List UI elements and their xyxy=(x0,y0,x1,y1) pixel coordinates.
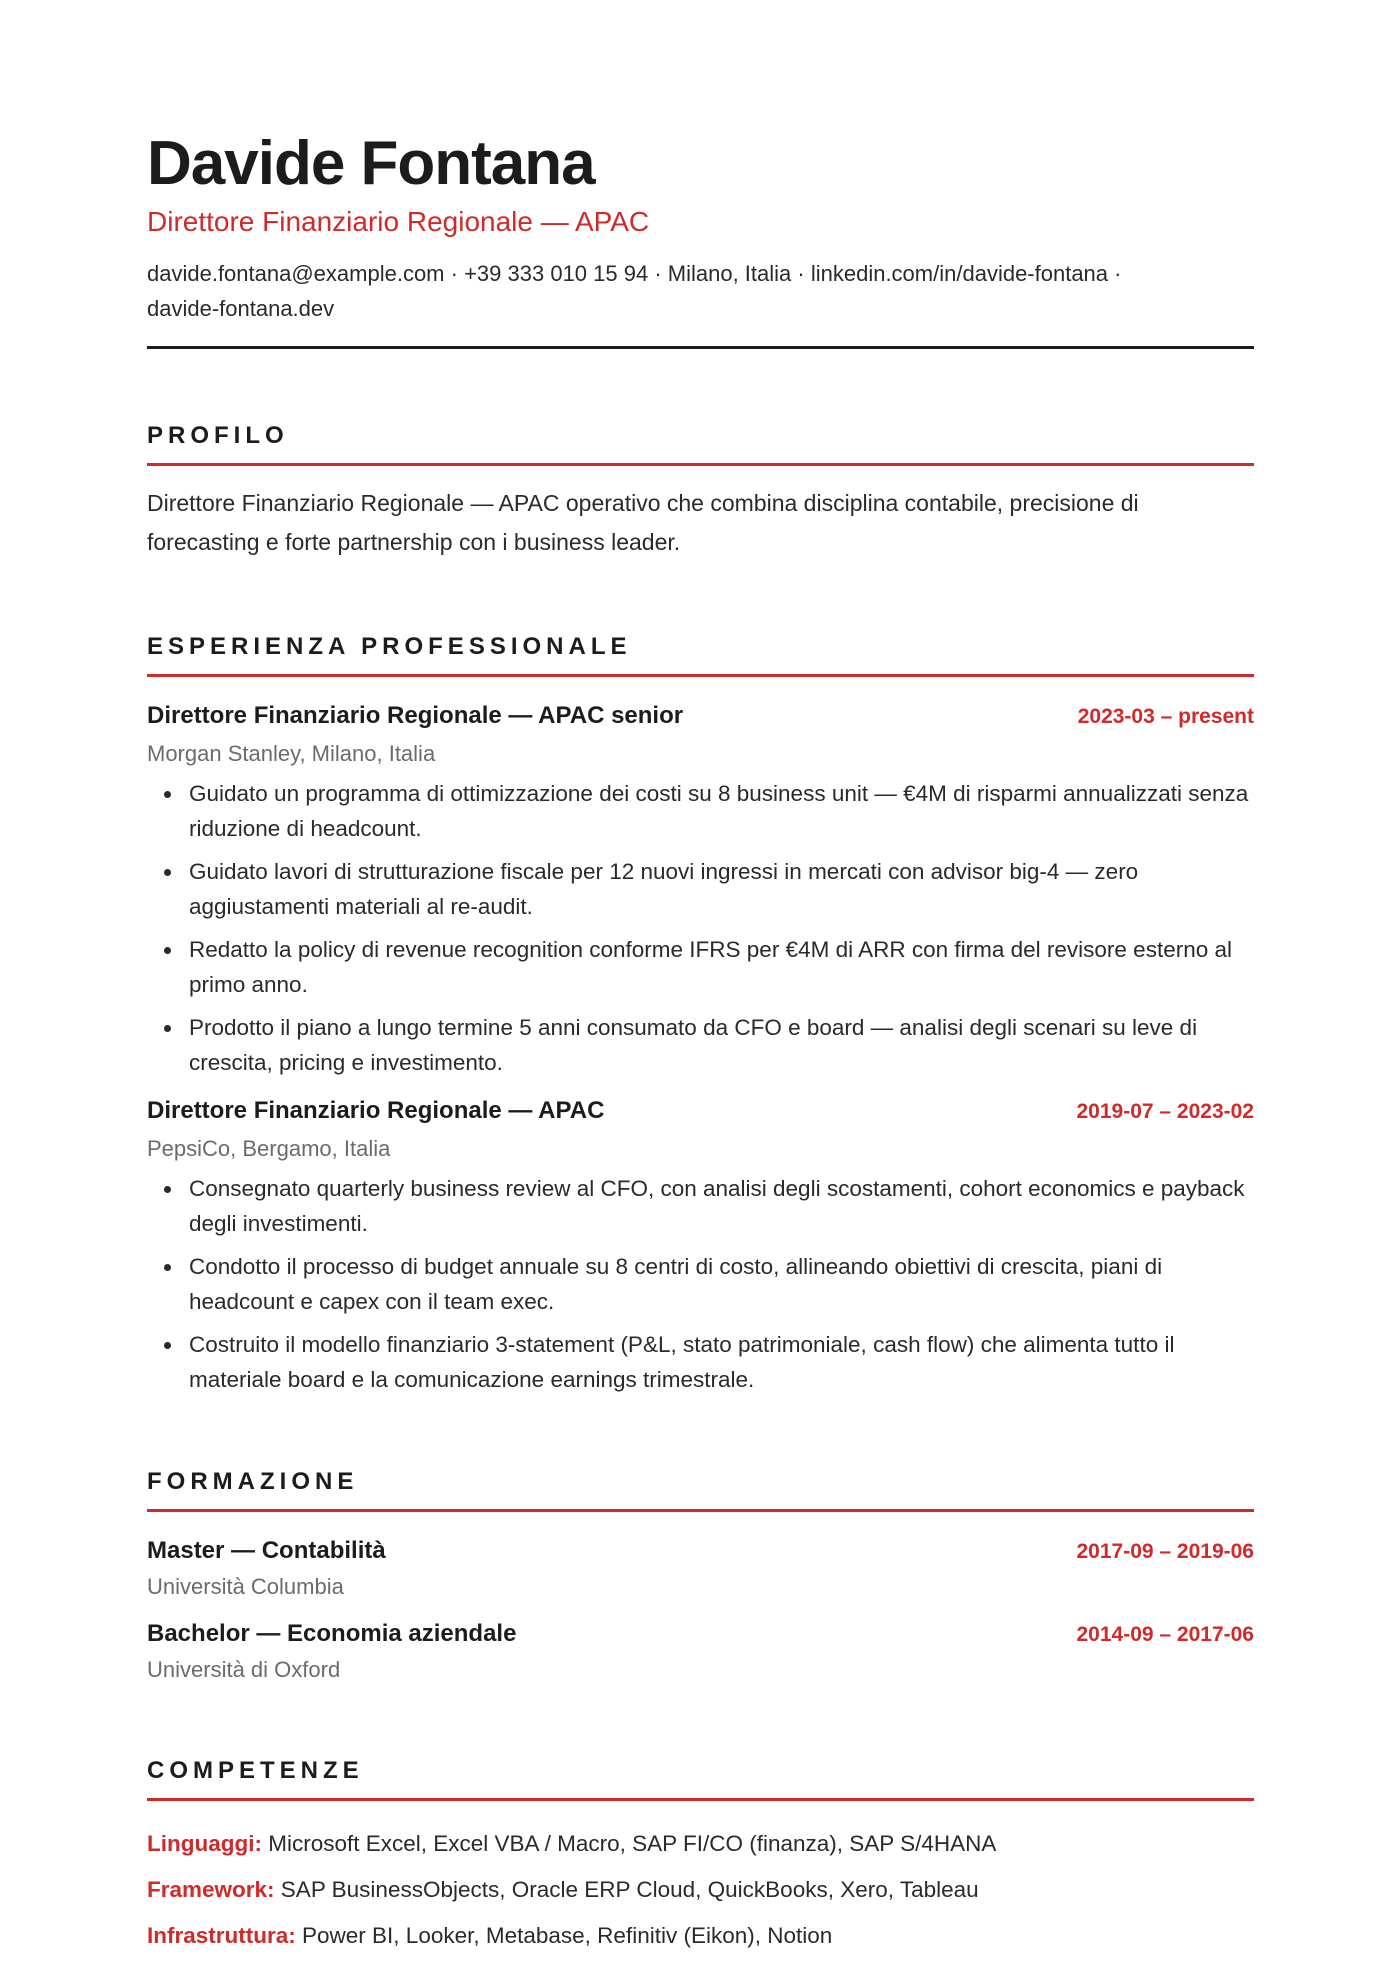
bullet-icon xyxy=(164,869,171,876)
education-entry xyxy=(147,1534,1254,1603)
job-dates: 2019-07 – 2023-02 xyxy=(1076,1100,1254,1123)
achievement-item xyxy=(147,1171,1254,1241)
skill-row-frameworks xyxy=(147,1867,1254,1913)
skill-row-infrastructure xyxy=(147,1913,1254,1959)
section-title-skills: COMPETENZE xyxy=(147,1756,1254,1801)
achievement-item xyxy=(147,932,1254,1002)
entry-header xyxy=(147,1534,1254,1569)
job-title: Direttore Finanziario Regionale — APAC senior xyxy=(147,702,684,729)
header-divider xyxy=(147,346,1254,349)
contact-separator: · xyxy=(1108,261,1128,286)
skill-label: Infrastruttura: xyxy=(147,1923,296,1948)
contact-website[interactable]: davide-fontana.dev xyxy=(147,296,335,321)
achievement-text: Costruito il modello finanziario 3-statement (P&L, stato patrimoniale, cash flow) che alimenta tutto il materiale board e la comunicazione earnings trimestrale. xyxy=(189,1332,1175,1392)
skill-values: Microsoft Excel, Excel VBA / Macro, SAP FI/CO (finanza), SAP S/4HANA xyxy=(261,1831,997,1856)
achievement-text: Consegnato quarterly business review al CFO, con analisi degli scostamenti, cohort economics e payback degli investimenti. xyxy=(189,1176,1245,1236)
contact-separator: · xyxy=(444,261,465,286)
education-dates: 2014-09 – 2017-06 xyxy=(1076,1623,1254,1646)
achievement-text: Guidato lavori di strutturazione fiscale per 12 nuovi ingressi in mercati con advisor big-4 — zero aggiustamenti materiali al re-audit. xyxy=(189,859,1139,919)
education-dates: 2017-09 – 2019-06 xyxy=(1076,1540,1254,1563)
contact-line xyxy=(147,256,1254,326)
achievement-list xyxy=(147,1171,1254,1397)
achievement-item xyxy=(147,1327,1254,1397)
education-section xyxy=(147,1467,1254,1686)
job-company: PepsiCo, Bergamo, Italia xyxy=(147,1136,391,1161)
achievement-list xyxy=(147,776,1254,1080)
section-title-education: FORMAZIONE xyxy=(147,1467,1254,1512)
bullet-icon xyxy=(164,1025,171,1032)
profile-section xyxy=(147,421,1254,562)
skill-values: SAP BusinessObjects, Oracle ERP Cloud, QuickBooks, Xero, Tableau xyxy=(274,1877,979,1902)
skills-section xyxy=(147,1756,1254,1959)
bullet-icon xyxy=(164,791,171,798)
entry-header xyxy=(147,1617,1254,1652)
education-entry xyxy=(147,1617,1254,1686)
school-name: Università Columbia xyxy=(147,1574,344,1599)
achievement-item xyxy=(147,776,1254,846)
achievement-text: Redatto la policy di revenue recognition conforme IFRS per €4M di ARR con firma del revisore esterno al primo anno. xyxy=(189,937,1232,997)
job-company: Morgan Stanley, Milano, Italia xyxy=(147,741,436,766)
contact-email[interactable]: davide.fontana@example.com xyxy=(147,261,445,286)
contact-separator: · xyxy=(648,261,668,286)
section-title-profile: PROFILO xyxy=(147,421,1254,466)
entry-header xyxy=(147,1094,1254,1129)
school-name: Università di Oxford xyxy=(147,1657,341,1682)
skill-row-languages xyxy=(147,1821,1254,1867)
achievement-text: Condotto il processo di budget annuale su 8 centri di costo, allineando obiettivi di crescita, piani di headcount e capex con il team exec. xyxy=(189,1254,1163,1314)
experience-section xyxy=(147,632,1254,1397)
skills-list xyxy=(147,1821,1254,1959)
achievement-item xyxy=(147,1010,1254,1080)
contact-phone[interactable]: +39 333 010 15 94 xyxy=(464,261,649,286)
experience-entry xyxy=(147,699,1254,1080)
candidate-name: Davide Fontana xyxy=(147,129,595,198)
bullet-icon xyxy=(164,1186,171,1193)
bullet-icon xyxy=(164,1342,171,1349)
contact-linkedin[interactable]: linkedin.com/in/davide-fontana xyxy=(810,261,1109,286)
skill-label: Framework: xyxy=(147,1877,275,1902)
section-title-experience: ESPERIENZA PROFESSIONALE xyxy=(147,632,1254,677)
achievement-text: Guidato un programma di ottimizzazione dei costi su 8 business unit — €4M di risparmi annualizzati senza riduzione di headcount. xyxy=(189,781,1249,841)
candidate-headline: Direttore Finanziario Regionale — APAC xyxy=(147,206,650,237)
entry-header xyxy=(147,699,1254,734)
job-title: Direttore Finanziario Regionale — APAC xyxy=(147,1097,605,1124)
contact-location: Milano, Italia xyxy=(667,261,792,286)
skill-label: Linguaggi: xyxy=(147,1831,262,1856)
profile-summary: Direttore Finanziario Regionale — APAC operativo che combina disciplina contabile, precisione di forecasting e forte partnership con i business leader. xyxy=(147,490,1139,555)
contact-separator: · xyxy=(791,261,811,286)
resume-header xyxy=(147,128,1254,349)
skill-values: Power BI, Looker, Metabase, Refinitiv (Eikon), Notion xyxy=(295,1923,833,1948)
degree-title: Bachelor — Economia aziendale xyxy=(147,1620,517,1647)
experience-entry xyxy=(147,1094,1254,1397)
bullet-icon xyxy=(164,947,171,954)
achievement-text: Prodotto il piano a lungo termine 5 anni consumato da CFO e board — analisi degli scenari su leve di crescita, pricing e investimento. xyxy=(189,1015,1198,1075)
achievement-item xyxy=(147,1249,1254,1319)
degree-title: Master — Contabilità xyxy=(147,1537,386,1564)
bullet-icon xyxy=(164,1264,171,1271)
achievement-item xyxy=(147,854,1254,924)
job-dates: 2023-03 – present xyxy=(1077,705,1254,728)
